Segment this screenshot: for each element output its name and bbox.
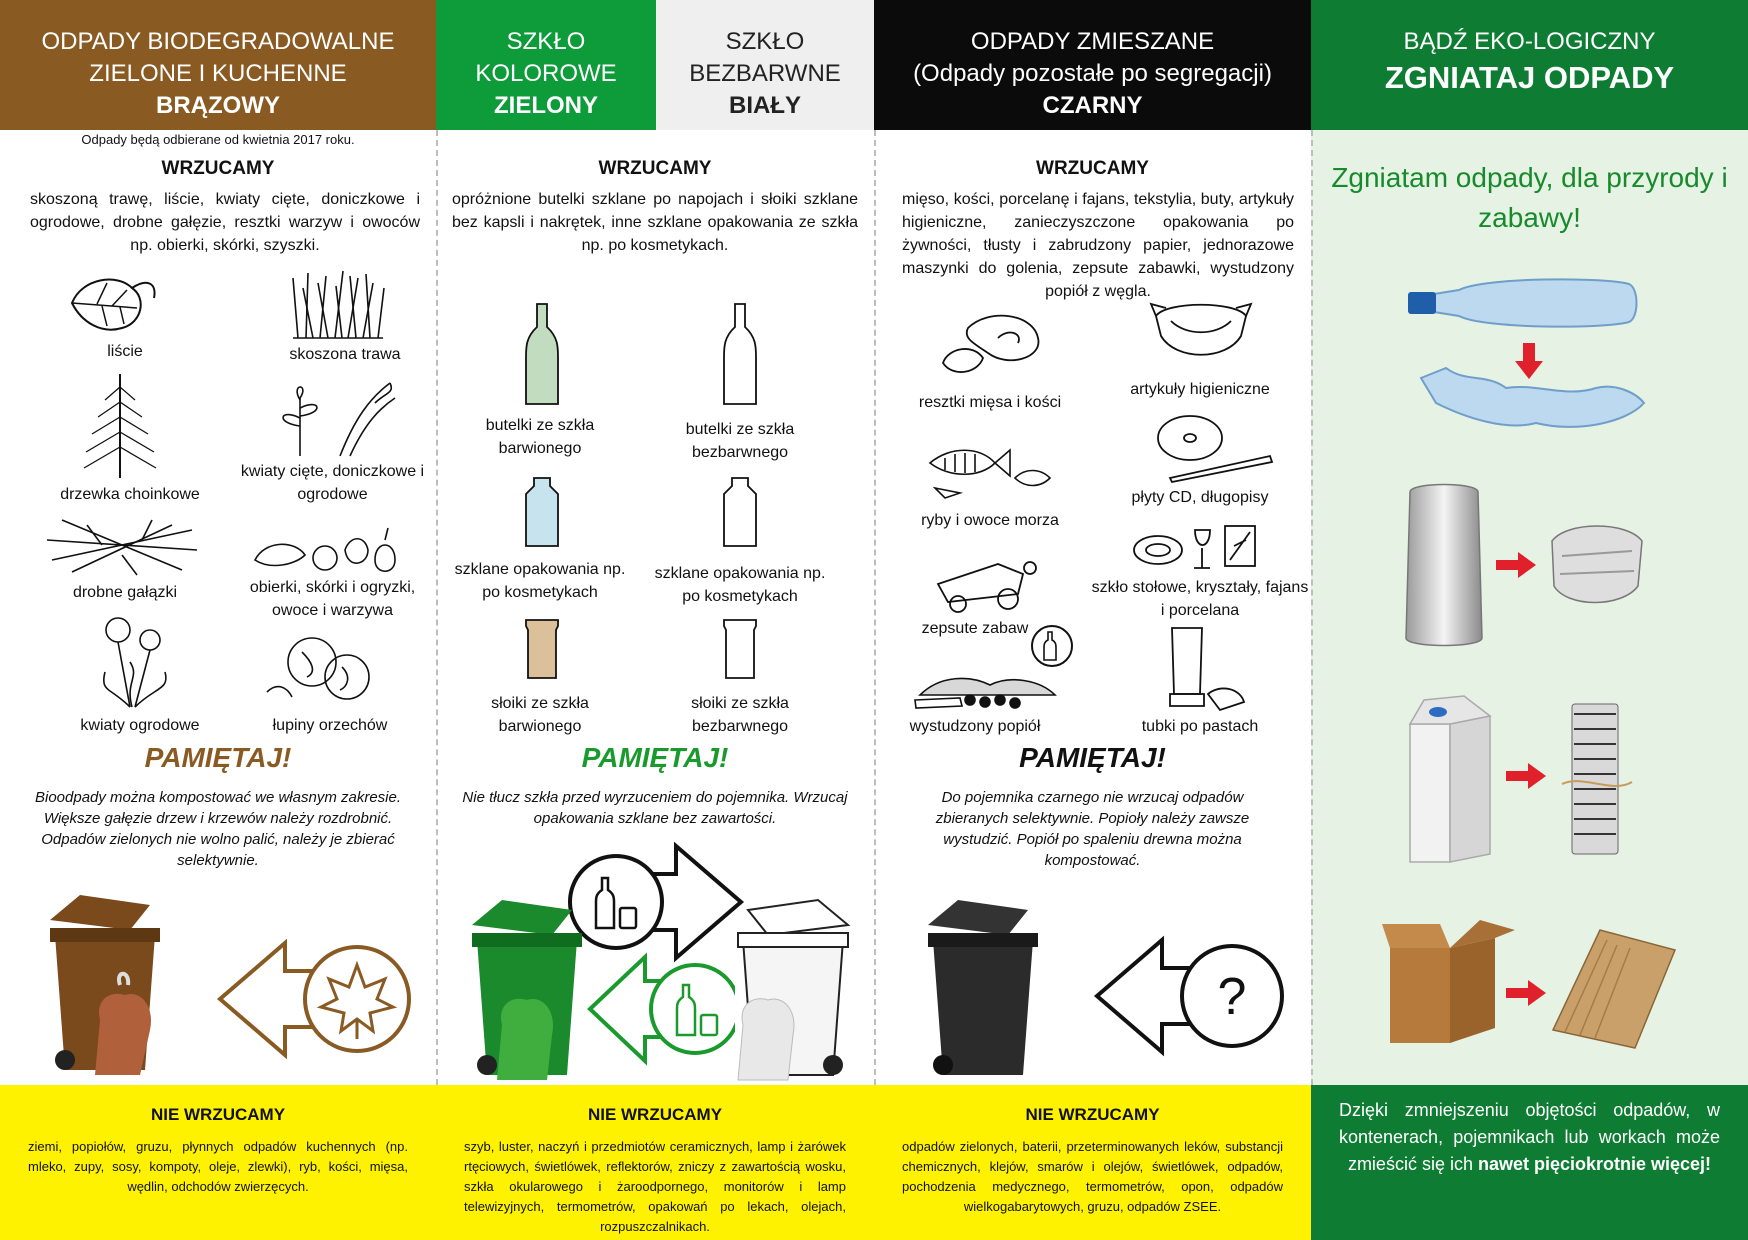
header-mixed-line2: (Odpady pozostałe po segregacji) — [913, 60, 1272, 87]
header-bio-line1: ODPADY BIODEGRADOWALNE — [41, 28, 395, 55]
mixed-nie-box — [874, 1085, 1311, 1240]
plate-icon — [1130, 520, 1260, 576]
glass-wrzucamy-text: opróżnione butelki szklane po napojach i słoiki szklane bez kapsli i nakrętek, inne szklane opakowania ze szkła np. po kosmetykach. — [452, 191, 858, 254]
mixed-item-label: płyty CD, długopisy — [1131, 489, 1269, 506]
bottle-icon — [722, 302, 758, 408]
mixed-wrzucamy-title: WRZUCAMY — [1036, 158, 1149, 179]
bio-item-label: drobne gałązki — [72, 584, 178, 601]
mixed-wrzucamy-text: mięso, kości, porcelanę i fajans, tekstylia, buty, artykuły higieniczne, zanieczyszczone opakowania po żywności, tłusty i zabrudzony papier, jednorazowe maszynki do golenia, zepsute zabawki, wystudzony popiół z węgla. — [902, 191, 1294, 300]
cd-icon — [1150, 412, 1275, 484]
header-glass-clear — [656, 0, 874, 130]
bio-pamietaj-text: Bioodpady można kompostować we własnym zakresie. Większe gałęzie drzew i krzewów należy rozdrobnić. Odpadów zielonych nie wolno palić, należy je zbierać selektywnie. — [35, 789, 401, 869]
bio-item-label: obierki, skórki i ogryzki, owoce i warzywa — [249, 579, 416, 619]
bio-wrzucamy-title: WRZUCAMY — [161, 158, 275, 179]
bio-nie-box — [0, 1085, 436, 1240]
mixed-nie-text: odpadów zielonych, baterii, przeterminowanych leków, substancji chemicznych, klejów, smarów i olejów, świetlówek, odpadów, pochodzenia medycznego, termometrów, opon, odpadów wielkogabarytowych, gruzu, odpadów ZSEE. — [902, 1139, 1283, 1214]
mixed-nie-title: NIE WRZUCAMY — [1025, 1105, 1160, 1124]
mixed-item-label: tubki po pastach — [1141, 718, 1259, 735]
glass-nie-title: NIE WRZUCAMY — [587, 1105, 723, 1124]
mixed-item-label: artykuły higieniczne — [1130, 381, 1270, 398]
mixed-item-label: zepsute zabaw — [921, 620, 1029, 637]
glass-item-label: butelki ze szkła bezbarwnego — [685, 421, 795, 461]
green-bin-icon — [462, 895, 592, 1085]
header-mixed-line1: ODPADY ZMIESZANE — [970, 28, 1215, 55]
peels-icon — [250, 520, 400, 582]
header-eco-line2: ZGNIATAJ ODPADY — [1384, 60, 1675, 95]
milk-carton-icon — [1404, 694, 1496, 864]
grass-icon — [288, 268, 388, 340]
fish-icon — [920, 438, 1055, 500]
arrow-left-icon — [585, 945, 735, 1073]
arrow-right-red-icon — [1506, 980, 1546, 1006]
can-icon — [1402, 478, 1486, 650]
meat-icon — [938, 308, 1048, 380]
eco-bottom-box — [1311, 1085, 1748, 1240]
divider — [1311, 130, 1313, 1085]
mixed-item-label: wystudzony popiół — [909, 718, 1041, 735]
bio-item-label: kwiaty cięte, doniczkowe i ogrodowe — [240, 463, 425, 503]
glass-pamietaj: PAMIĘTAJ! — [581, 742, 729, 773]
divider — [874, 130, 876, 1085]
arrow-question-icon — [1092, 932, 1292, 1060]
white-bin-icon — [728, 895, 858, 1085]
diaper-icon — [1146, 296, 1256, 368]
crushed-can-icon — [1542, 516, 1650, 612]
eco-bottom-text-regular: Dzięki zmniejszeniu objętości odpadów, w kontenerach, pojemnikach lub workach może zmieścić się ich — [1339, 1100, 1720, 1174]
brown-bin-icon — [40, 890, 170, 1080]
bio-nie-text: ziemi, popiołów, gruzu, płynnych odpadów kuchennych (np. mleko, zupy, sosy, kompoty, oleje, zlewki), ryb, kości, mięsa, wędlin, odchodów zwierzęcych. — [28, 1139, 408, 1194]
bio-note: Odpady będą odbierane od kwietnia 2017 roku. — [81, 132, 355, 147]
header-bio-line2: ZIELONE I KUCHENNE — [89, 60, 347, 87]
bio-item-label: łupiny orzechów — [272, 717, 388, 734]
divider — [436, 130, 438, 1085]
jar-icon — [522, 618, 562, 680]
leaf-icon — [62, 268, 162, 340]
bio-item-label: kwiaty ogrodowe — [80, 717, 200, 734]
header-glass-clear-line2: BEZBARWNE — [689, 60, 841, 87]
cosmetic-bottle-icon — [720, 476, 760, 548]
bio-item-label: liście — [107, 343, 143, 360]
eco-bottom-text — [1339, 1097, 1720, 1178]
nutshell-icon — [262, 632, 382, 704]
header-glass-clear-line1: SZKŁO — [725, 28, 805, 55]
header-eco — [1311, 0, 1748, 130]
glass-item-label: szklane opakowania np. po kosmetykach — [654, 565, 826, 605]
mixed-item-label: ryby i owoce morza — [921, 512, 1059, 529]
header-glass-colored-line1: SZKŁO — [506, 28, 586, 55]
bio-wrzucamy-text: skoszoną trawę, liście, kwiaty cięte, doniczkowe i ogrodowe, drobne gałęzie, resztki warzyw i owoców np. obierki, skórki, szyszki. — [30, 191, 420, 254]
bottle-icon — [524, 302, 560, 408]
header-glass-colored-line2: KOLOROWE — [475, 60, 617, 87]
flattened-boxes-icon — [1545, 920, 1680, 1050]
dandelion-icon — [90, 612, 180, 712]
arrow-right-red-icon — [1506, 763, 1546, 789]
header-eco-line1: BĄDŹ EKO-LOGICZNY — [1403, 28, 1656, 55]
bio-item-label: skoszona trawa — [289, 346, 401, 363]
arrow-maple-icon — [215, 935, 415, 1063]
bio-pamietaj: PAMIĘTAJ! — [144, 742, 292, 773]
header-bio-color: BRĄZOWY — [156, 92, 280, 119]
cardboard-box-icon — [1380, 918, 1520, 1048]
flattened-cartons-icon — [1552, 694, 1638, 864]
plant-icon — [270, 378, 400, 458]
glass-nie-text: szyb, luster, naczyń i przedmiotów ceramicznych, lamp i żarówek rtęciowych, świetlówek, reflektorów, zniczy z zawartością wosku, szkła okularowego i żaroodpornego, monitorów i lamp telewizyjnych, termometrów, opakowań po lekach, olejach, rozpuszczalnikach. — [464, 1139, 846, 1234]
header-glass-colored-color: ZIELONY — [493, 92, 598, 119]
crushed-bottle-icon — [1416, 363, 1648, 435]
ash-icon — [910, 660, 1060, 710]
christmas-tree-icon — [80, 372, 160, 480]
mixed-item-label: szkło stołowe, kryształy, fajans i porcelana — [1091, 579, 1309, 619]
glass-nie-box — [436, 1085, 874, 1240]
bio-nie-title: NIE WRZUCAMY — [150, 1105, 286, 1124]
toy-tractor-icon — [928, 554, 1038, 616]
header-mixed-color: CZARNY — [1042, 92, 1143, 119]
jar-icon — [720, 618, 760, 680]
eco-title: Zgniatam odpady, dla przyrody i zabawy! — [1331, 162, 1728, 233]
glass-item-label: butelki ze szkła barwionego — [485, 417, 595, 457]
mixed-item-label: resztki mięsa i kości — [918, 394, 1062, 411]
twigs-icon — [42, 510, 202, 582]
glass-wrzucamy-title: WRZUCAMY — [598, 158, 712, 179]
tube-icon — [1160, 624, 1250, 712]
mixed-pamietaj: PAMIĘTAJ! — [1019, 742, 1166, 773]
question-mark-icon: ? — [1217, 968, 1247, 1026]
header-mixed — [874, 0, 1311, 130]
glass-item-label: słoiki ze szkła bezbarwnego — [691, 695, 789, 735]
glass-item-label: szklane opakowania np. po kosmetykach — [454, 561, 626, 601]
header-glass-colored — [436, 0, 656, 130]
eco-bottom-text-bold: nawet pięciokrotnie więcej! — [1477, 1154, 1712, 1174]
plastic-bottle-icon — [1404, 272, 1644, 334]
glass-pamietaj-text: Nie tłucz szkła przed wyrzuceniem do pojemnika. Wrzucaj opakowania szklane bez zawartości. — [462, 789, 848, 827]
glass-item-label: słoiki ze szkła barwionego — [491, 695, 589, 735]
arrow-right-red-icon — [1496, 552, 1536, 578]
cosmetic-bottle-icon — [522, 476, 562, 548]
mixed-pamietaj-text: Do pojemnika czarnego nie wrzucaj odpadów zbieranych selektywnie. Popioły należy zawsze wystudzić. Popiół po spaleniu drewna można kompostować. — [935, 789, 1250, 869]
black-bin-icon — [918, 895, 1048, 1085]
header-glass-clear-color: BIAŁY — [729, 92, 801, 119]
header-bio — [0, 0, 436, 130]
bio-item-label: drzewka choinkowe — [60, 486, 200, 503]
